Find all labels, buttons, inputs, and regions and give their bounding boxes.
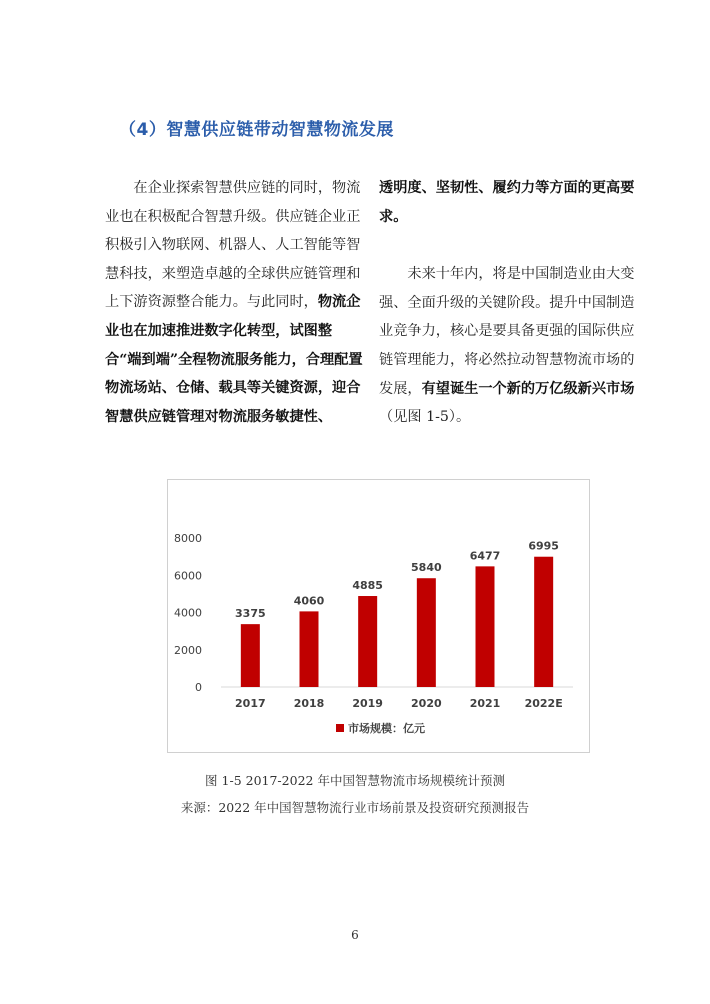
x-tick-label: 2022E (524, 697, 563, 710)
right-paragraph-highlight: 有望诞生一个新的万亿级新兴市场 (421, 380, 635, 397)
left-paragraph-text: 在企业探索智慧供应链的同时，物流业也在积极配合智慧升级。供应链企业正积极引入物联网、机器人、人工智能等智慧科技，来塑造卓越的全球供应链管理和上下游资源整合能力。与此同时， (105, 180, 361, 311)
y-tick-label: 0 (195, 681, 202, 694)
data-label: 5840 (411, 561, 442, 575)
figure-caption: 图 1-5 2017-2022 年中国智慧物流市场规模统计预测 (205, 773, 505, 788)
right-text-column (379, 174, 641, 432)
data-label: 6995 (528, 539, 559, 553)
market-size-chart (167, 479, 590, 753)
data-label: 3375 (235, 607, 266, 621)
left-paragraph (105, 174, 363, 431)
bar-2018 (300, 611, 319, 687)
y-tick-label: 6000 (174, 569, 202, 583)
bar-2019 (358, 596, 377, 687)
y-tick-label: 2000 (174, 643, 202, 657)
x-tick-label: 2019 (352, 697, 383, 710)
x-tick-label: 2020 (411, 697, 442, 710)
left-text-column (105, 174, 363, 431)
x-tick-label: 2018 (293, 697, 325, 710)
right-paragraph-text: 未来十年内，将是中国制造业由大变强、全面升级的关键阶段。提升中国制造业竞争力，核心是要具备更强的国际供应链管理能力，将必然拉动智慧物流市场的发展， (379, 266, 635, 397)
legend-swatch (336, 724, 344, 732)
data-label: 4885 (352, 579, 383, 593)
bar-2020 (417, 578, 436, 687)
chart-canvas (168, 480, 589, 752)
x-tick-label: 2017 (235, 697, 266, 710)
right-paragraph-figure-ref: （见图 1-5）。 (379, 409, 471, 426)
bar-2017 (241, 624, 260, 687)
legend-label: 市场规模：亿元 (348, 722, 425, 735)
bar-2022e (534, 557, 553, 687)
y-tick-label: 4000 (174, 606, 202, 620)
right-paragraph-emphasis: 透明度、坚韧性、履约力等方面的更高要求。 (379, 180, 635, 225)
right-paragraph-continued (379, 174, 641, 231)
data-label: 4060 (293, 594, 325, 608)
bar-2021 (476, 566, 495, 687)
page-number: 6 (351, 928, 359, 942)
figure-source: 来源：2022 年中国智慧物流行业市场前景及投资研究预测报告 (180, 800, 530, 815)
x-tick-label: 2021 (469, 697, 501, 710)
section-heading: （4）智慧供应链带动智慧物流发展 (119, 120, 394, 140)
data-label: 6477 (469, 549, 501, 563)
y-tick-label: 8000 (174, 532, 202, 545)
left-paragraph-emphasis: 物流企业也在加速推进数字化转型，试图整合“端到端”全程物流服务能力，合理配置物流场站、仓储、载具等关键资源，迎合智慧供应链管理对物流服务敏捷性、 (105, 294, 363, 425)
right-paragraph (379, 260, 641, 432)
